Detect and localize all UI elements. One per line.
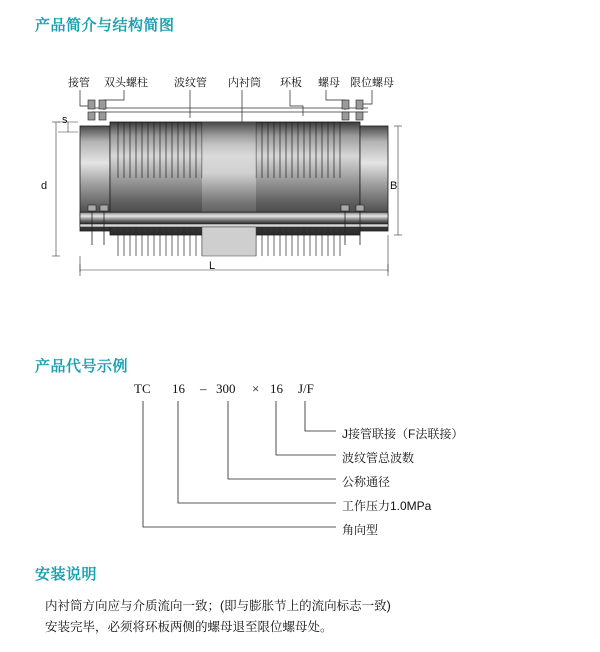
callout-label-double-stud: 双头螺柱: [104, 77, 148, 89]
dimension-label-d: d: [41, 180, 48, 192]
code-desc-pressure: 工作压力1.0MPa: [342, 499, 432, 513]
install-note-2: 安装完毕，必须将环板两侧的螺母退至限位螺母处。: [45, 620, 333, 634]
dimension-label-s: s: [62, 114, 68, 126]
code-desc-diameter: 公称通径: [342, 475, 391, 489]
code-token-connection: J/F: [298, 381, 314, 396]
callout-label-connector: 接管: [68, 77, 90, 89]
section-title-install: 安装说明: [35, 566, 98, 583]
structure-drawing-svg: [0, 60, 600, 345]
dimension-label-B: B: [390, 180, 398, 192]
callout-label-limit-nut: 限位螺母: [350, 77, 394, 89]
callout-label-ring-plate: 环板: [280, 77, 302, 89]
code-token-times: ×: [252, 381, 260, 396]
install-note-1: 内衬筒方向应与介质流向一致；(即与膨胀节上的流向标志一致): [45, 599, 391, 613]
callout-label-liner: 内衬筒: [228, 77, 261, 89]
section-title-structure: 产品简介与结构简图: [35, 17, 175, 34]
code-leader-lines: [0, 375, 600, 540]
code-token-type: TC: [134, 381, 151, 396]
product-code-example: [0, 375, 600, 540]
code-token-diameter: 300: [216, 381, 236, 396]
structure-diagram: [0, 60, 600, 345]
code-desc-connection: J接管联接（F法联接）: [342, 427, 464, 441]
code-token-wave-count: 16: [270, 381, 283, 396]
section-title-code: 产品代号示例: [35, 358, 129, 375]
code-token-dash: –: [200, 381, 207, 396]
code-desc-type: 角向型: [342, 523, 379, 537]
code-desc-wave-count: 波纹管总波数: [342, 451, 415, 465]
callout-label-bellows: 波纹管: [174, 77, 207, 89]
callout-label-nut: 螺母: [318, 77, 340, 89]
code-token-pressure: 16: [172, 381, 185, 396]
install-notes: [45, 596, 565, 638]
dimension-label-L: L: [209, 260, 216, 272]
